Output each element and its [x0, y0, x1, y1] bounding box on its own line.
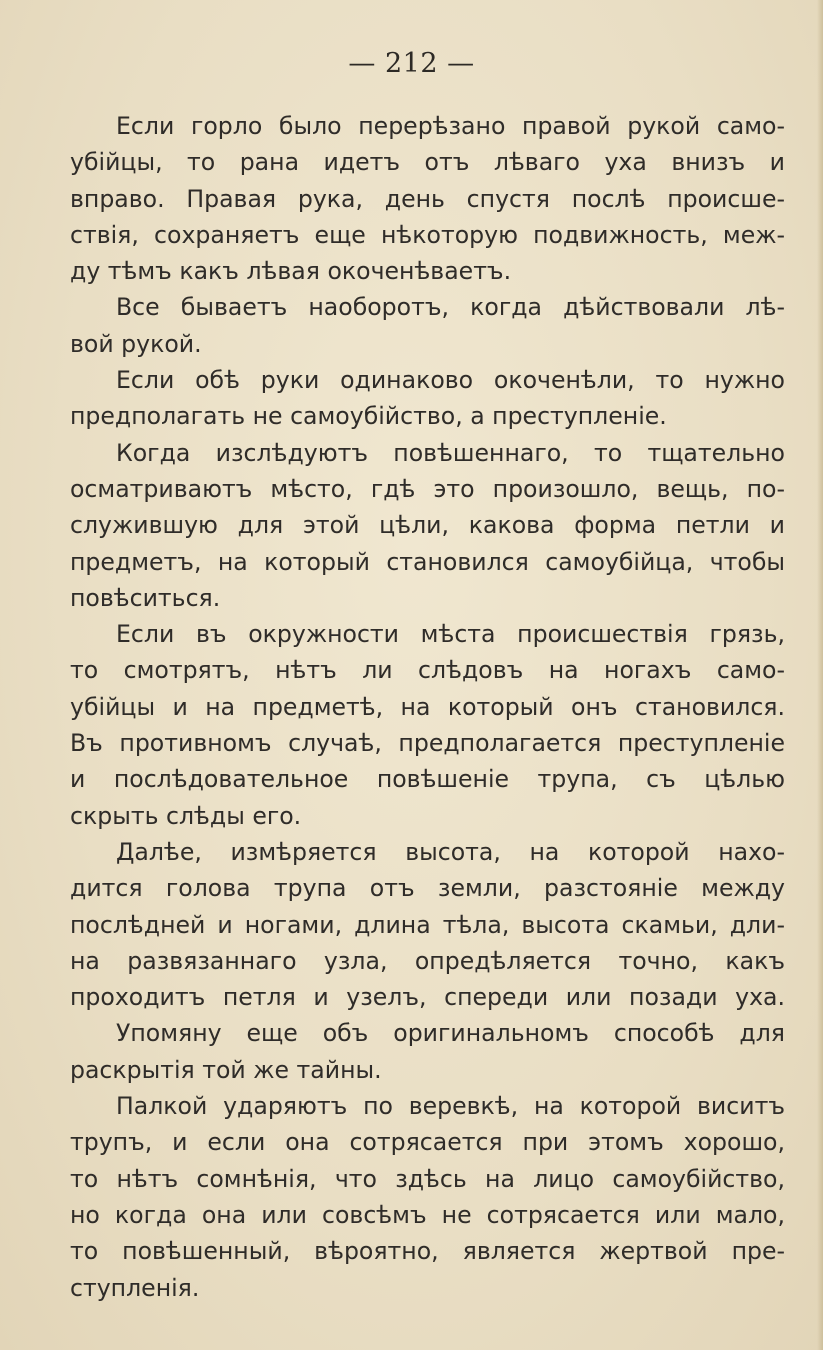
text-line: служившую для этой цѣли, какова форма петли и [70, 511, 785, 540]
text-line: то нѣтъ сомнѣнія, что здѣсь на лицо самоубійство, [70, 1164, 785, 1193]
page-edge-shadow [817, 0, 823, 1350]
text-line: послѣдней и ногами, длина тѣла, высота скамьи, дли- [70, 910, 785, 939]
text-line: проходитъ петля и узелъ, спереди или позади уха. [70, 983, 785, 1012]
text-line: ствія, сохраняетъ еще нѣкоторую подвижность, меж- [70, 220, 785, 249]
text-line: убійцы, то рана идетъ отъ лѣваго уха внизъ и [70, 148, 785, 177]
page-number: — 212 — [348, 48, 475, 79]
page-body-text [70, 108, 785, 1306]
text-line: но когда она или совсѣмъ не сотрясается или мало, [70, 1200, 785, 1229]
text-line: предметъ, на который становился самоубійца, чтобы [70, 547, 785, 576]
text-line: Далѣе, измѣряется высота, на которой нахо- [116, 837, 785, 866]
text-line: Если обѣ руки одинаково окоченѣли, то нужно [116, 366, 785, 395]
text-line: убійцы и на предметѣ, на который онъ становился. [70, 692, 785, 721]
text-line: Когда изслѣдуютъ повѣшеннаго, то тщательно [116, 438, 785, 467]
text-line: Въ противномъ случаѣ, предполагается преступленіе [70, 729, 785, 758]
text-line: ступленія. [70, 1273, 200, 1302]
text-line: на развязаннаго узла, опредѣляется точно, какъ [70, 946, 785, 975]
text-line: ду тѣмъ какъ лѣвая окоченѣваетъ. [70, 257, 512, 286]
text-line: Все бываетъ наоборотъ, когда дѣйствовали лѣ- [116, 293, 785, 322]
text-line: предполагать не самоубійство, а преступленіе. [70, 402, 667, 431]
text-line: осматриваютъ мѣсто, гдѣ это произошло, вещь, по- [70, 474, 785, 503]
text-line: то смотрятъ, нѣтъ ли слѣдовъ на ногахъ само- [70, 656, 785, 685]
text-line: и послѣдовательное повѣшеніе трупа, съ цѣлью [70, 765, 785, 794]
text-line: дится голова трупа отъ земли, разстояніе между [70, 874, 785, 903]
text-line: вправо. Правая рука, день спустя послѣ происше- [70, 184, 785, 213]
text-line: раскрытія той же тайны. [70, 1055, 382, 1084]
text-line: то повѣшенный, вѣроятно, является жертвой пре- [70, 1237, 785, 1266]
text-line: Палкой ударяютъ по веревкѣ, на которой виситъ [116, 1092, 785, 1121]
text-line: Упомяну еще объ оригинальномъ способѣ для [116, 1019, 785, 1048]
text-line: повѣситься. [70, 583, 221, 612]
text-line: вой рукой. [70, 329, 202, 358]
text-line: Если горло было перерѣзано правой рукой само- [116, 112, 785, 140]
text-line: трупъ, и если она сотрясается при этомъ хорошо, [70, 1128, 785, 1157]
text-line: Если въ окружности мѣста происшествія грязь, [116, 620, 785, 649]
text-line: скрыть слѣды его. [70, 801, 302, 830]
